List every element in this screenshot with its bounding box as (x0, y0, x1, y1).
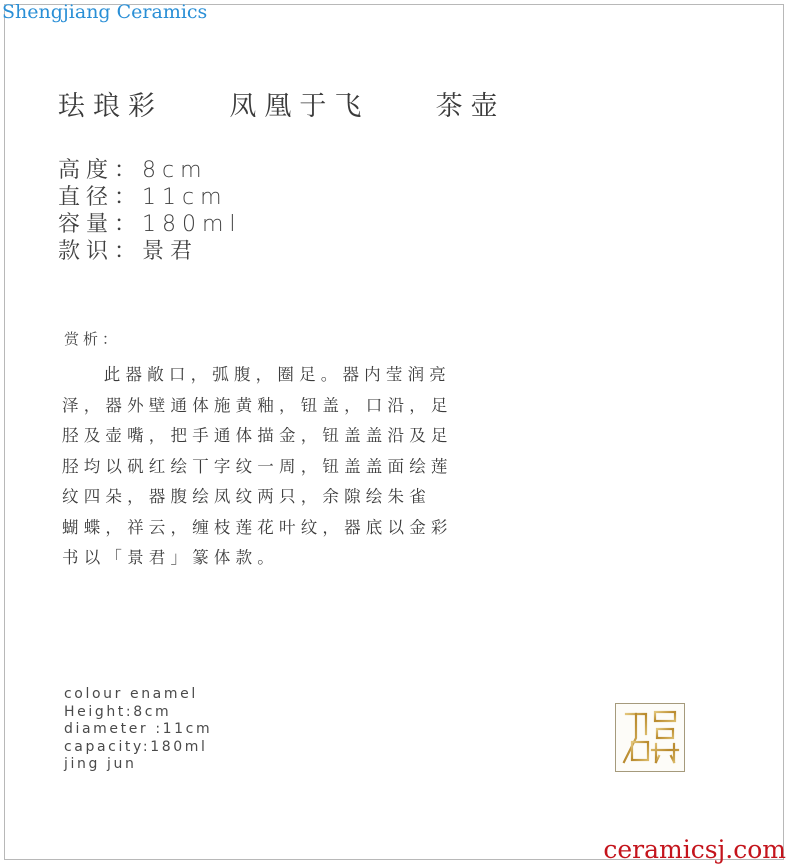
appreciation-line: 胫及壶嘴，把手通体描金，钮盖盖沿及足 (62, 426, 453, 445)
watermark-bottom: ceramicsj.com (603, 835, 786, 864)
appreciation-line: 胫均以矾红绘丅字纹一周，钮盖盖面绘莲 (62, 456, 453, 476)
english-name: colour enamel (64, 686, 198, 702)
spec-height: 高度：8cm (58, 158, 208, 183)
appreciation-label: 赏析： (64, 330, 122, 348)
spec-list (58, 157, 242, 265)
appreciation-text (62, 360, 514, 574)
appreciation-line: 泽，器外壁通体施黄釉，钮盖，口沿，足 (62, 395, 453, 415)
seal-stamp-icon (615, 703, 685, 772)
english-height: Height:8cm (64, 703, 172, 720)
product-title: 珐琅彩 凤凰于飞 茶壶 (58, 91, 506, 122)
english-mark: jing jun (64, 756, 137, 772)
appreciation-line: 纹四朵，器腹绘凤纹两只，余隙绘朱雀 (62, 487, 431, 506)
english-specs (64, 686, 212, 774)
appreciation-line: 此器敞口，弧腹，圈足。器内莹润亮 (62, 365, 451, 384)
english-diameter: diameter :11cm (64, 721, 213, 737)
spec-capacity: 容量：180ml (58, 212, 242, 237)
appreciation-line: 书以「景君」篆体款。 (62, 548, 279, 567)
english-capacity: capacity:180ml (64, 738, 208, 755)
spec-diameter: 直径：11cm (58, 185, 228, 210)
watermark-top: Shengjiang Ceramics (2, 1, 208, 23)
spec-mark: 款识：景君 (58, 239, 199, 264)
appreciation-line: 蝴蝶，祥云，缠枝莲花叶纹，器底以金彩 (62, 517, 453, 537)
